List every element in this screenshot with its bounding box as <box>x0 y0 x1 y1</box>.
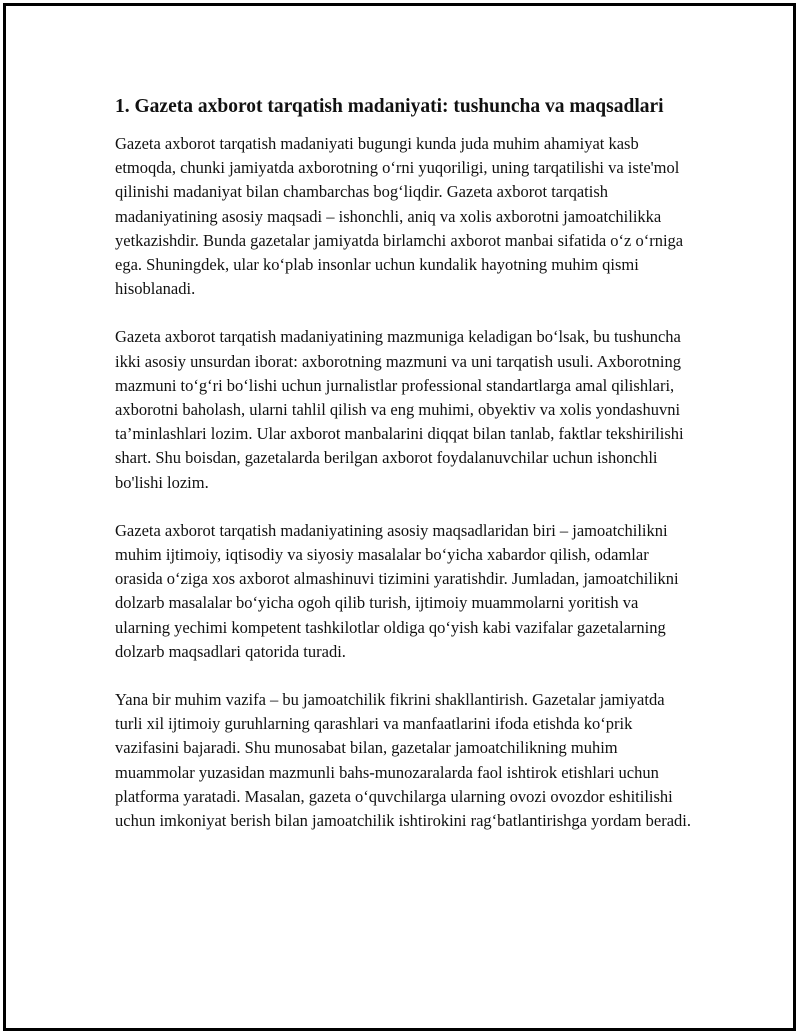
paragraph-4: Yana bir muhim vazifa – bu jamoatchilik fikrini shakllantirish. Gazetalar jamiyatda turli xil ijtimoiy guruhlarning qarashlari va manfaatlarini ifoda etishda ko‘prik vazifasini bajaradi. Shu munosabat bilan, gazetalar jamoatchilikning muhim muammolar yuzasidan mazmunli bahs-munozaralarda faol ishtirok etishlari uchun platforma yaratadi. Masalan, gazeta o‘quvchilarga ularning ovozi ovozdor eshitilishi uchun imkoniyat berish bilan jamoatchilik ishtirokini rag‘batlantirishga yordam beradi. <box>115 690 691 831</box>
document-body <box>115 94 695 857</box>
section-heading: 1. Gazeta axborot tarqatish madaniyati: tushuncha va maqsadlari <box>115 96 664 117</box>
paragraph-2: Gazeta axborot tarqatish madaniyatining mazmuniga keladigan bo‘lsak, bu tushuncha ikki asosiy unsurdan iborat: axborotning mazmuni va uni tarqatish usuli. Axborotning mazmuni to‘g‘ri bo‘lishi uchun jurnalistlar professional standartlarga amal qilishlari, axborotni baholash, ularni tahlil qilish va eng muhimi, obyektiv va xolis yondashuvni ta’minlashlari lozim. Ular axborot manbalarini diqqat bilan tanlab, faktlar tekshirilishi shart. Shu boisdan, gazetalarda berilgan axborot foydalanuvchilar uchun ishonchli bo'lishi lozim. <box>115 327 684 492</box>
paragraph-1: Gazeta axborot tarqatish madaniyati bugungi kunda juda muhim ahamiyat kasb etmoqda, chunki jamiyatda axborotning o‘rni yuqoriligi, uning tarqatilishi va iste'mol qilinishi madaniyat bilan chambarchas bog‘liqdir. Gazeta axborot tarqatish madaniyatining asosiy maqsadi – ishonchli, aniq va xolis axborotni jamoatchilikka yetkazishdir. Bunda gazetalar jamiyatda birlamchi axborot manbai sifatida o‘z o‘rniga ega. Shuningdek, ular ko‘plab insonlar uchun kundalik hayotning muhim qismi hisoblanadi. <box>115 134 684 299</box>
paragraph-3: Gazeta axborot tarqatish madaniyatining asosiy maqsadlaridan biri – jamoatchilikni muhim ijtimoiy, iqtisodiy va siyosiy masalalar bo‘yicha xabardor qilish, odamlar orasida o‘ziga xos axborot almashinuvi tizimini yaratishdir. Jumladan, jamoatchilikni dolzarb masalalar bo‘yicha ogoh qilib turish, ijtimoiy muammolarni yoritish va ularning yechimi kompetent tashkilotlar oldiga qo‘yish kabi vazifalar gazetalarning dolzarb maqsadlari qatorida turadi. <box>115 520 679 661</box>
